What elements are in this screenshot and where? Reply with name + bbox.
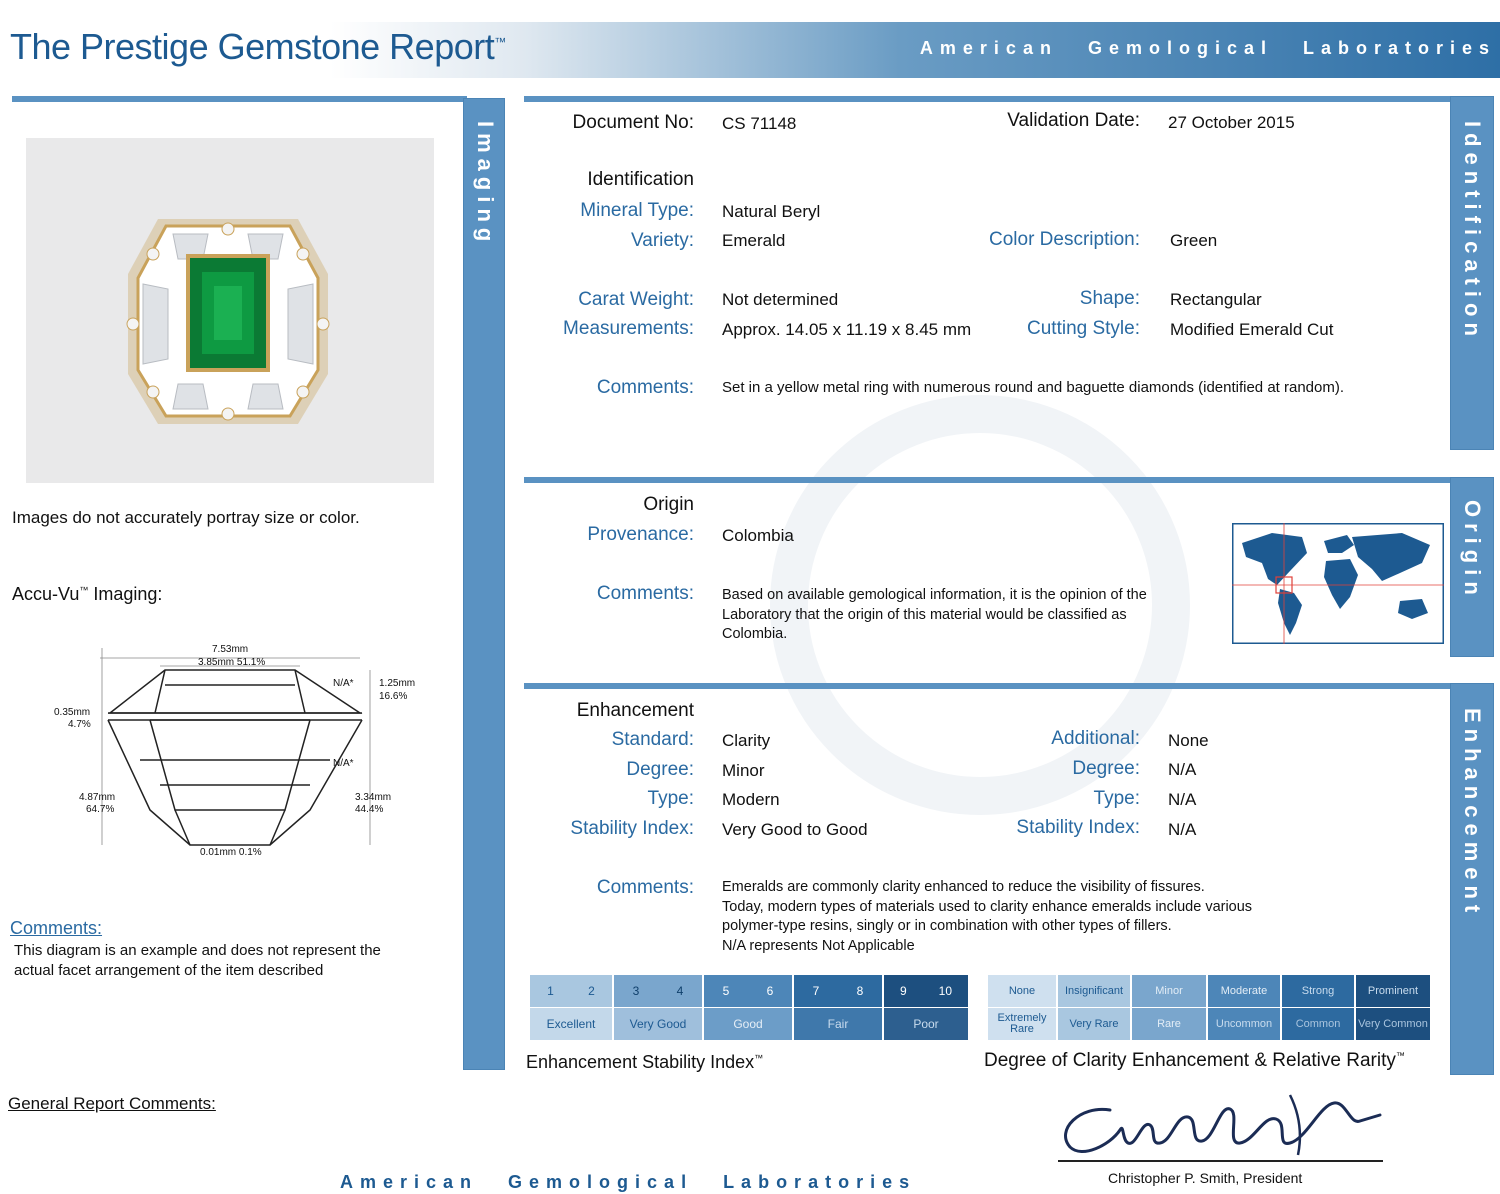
additional-value: None: [1168, 731, 1209, 750]
origin-top-bar: [524, 477, 1454, 483]
enhancement-comments-line4: N/A represents Not Applicable: [722, 937, 915, 954]
diagram-na-top: N/A*: [333, 678, 354, 689]
additional-type-label: Type:: [1093, 788, 1140, 809]
degree-value: Minor: [722, 761, 765, 780]
origin-tab: [1450, 477, 1494, 657]
diagram-girdle: 0.35mm: [54, 707, 91, 718]
clarity-degree-moderate: Moderate: [1208, 975, 1280, 1007]
origin-comments-line2: Laboratory that the origin of this material would be classified as: [722, 606, 1127, 623]
diagram-pavilion: 3.34mm: [355, 792, 392, 803]
accu-vu-mark: ™: [79, 585, 89, 595]
stability-grade-poor: Poor: [884, 1008, 968, 1040]
stability-grade-very-good: Very Good: [614, 1008, 702, 1040]
trademark-mark: ™: [494, 35, 506, 49]
header-lab-name: American Gemological Laboratories: [919, 38, 1496, 58]
enhancement-comments-line3: polymer-type resins, singly or in combination with other types of fillers.: [722, 918, 1172, 934]
variety-value: Emerald: [722, 231, 786, 250]
rarity-common: Common: [1282, 1008, 1354, 1040]
type-value: Modern: [722, 790, 780, 809]
signature-image: [1050, 1085, 1390, 1165]
stability-number: 1: [547, 984, 554, 998]
rarity-very-rare: Very Rare: [1058, 1008, 1130, 1040]
stability-caption-text: Enhancement Stability Index: [526, 1052, 755, 1072]
identification-comments-value: Set in a yellow metal ring with numerous round and baguette diamonds (identified at random).: [722, 379, 1345, 396]
enhancement-comments-line2: Today, modern types of materials used to clarity enhance emeralds include various: [722, 898, 1253, 915]
stability-number: 10: [938, 984, 952, 998]
additional-degree-label: Degree:: [1072, 758, 1140, 779]
stability-cell-3-4: [614, 975, 702, 1007]
additional-stability-label: Stability Index:: [1016, 817, 1140, 838]
diagram-culet: 0.01mm 0.1%: [200, 847, 262, 858]
identification-top-bar: [524, 96, 1454, 102]
stability-grade-good: Good: [704, 1008, 792, 1040]
clarity-degree-strong: Strong: [1282, 975, 1354, 1007]
signatory-name: Christopher P. Smith, President: [1108, 1170, 1303, 1186]
carat-weight-label: Carat Weight:: [578, 289, 694, 310]
enhancement-comments: [722, 878, 1252, 956]
cutting-style-label: Cutting Style:: [1027, 318, 1140, 339]
shape-value: Rectangular: [1170, 290, 1262, 309]
additional-label: Additional:: [1051, 728, 1140, 749]
clarity-scale-caption: [984, 1050, 1405, 1072]
origin-comments: [722, 586, 1147, 645]
stability-cell-7-8: [794, 975, 882, 1007]
report-title-text: The Prestige Gemstone Report: [10, 26, 495, 67]
diagram-total-depth: 4.87mm: [79, 792, 116, 803]
carat-weight-value: Not determined: [722, 290, 839, 309]
identification-tab-label: Identification: [1460, 121, 1485, 342]
rarity-rare: Rare: [1132, 1008, 1206, 1040]
enhancement-tab-label: Enhancement: [1460, 708, 1485, 919]
imaging-tab-label: Imaging: [473, 121, 498, 248]
stability-cell-1-2: [530, 975, 612, 1007]
origin-heading: Origin: [643, 494, 694, 515]
identification-tab: [1450, 96, 1494, 450]
general-report-comments: General Report Comments:: [8, 1094, 216, 1113]
clarity-caption-text: Degree of Clarity Enhancement & Relative Rarity: [984, 1050, 1396, 1071]
standard-label: Standard:: [611, 729, 694, 750]
additional-type-value: N/A: [1168, 790, 1197, 809]
origin-comments-label: Comments:: [596, 583, 694, 604]
stability-index-value: Very Good to Good: [722, 820, 868, 839]
diagram-width: 7.53mm: [212, 644, 249, 655]
stability-number: 6: [766, 984, 774, 998]
clarity-degree-none: None: [988, 975, 1056, 1007]
standard-value: Clarity: [722, 731, 771, 750]
provenance-label: Provenance:: [587, 524, 694, 545]
enhancement-heading: Enhancement: [576, 700, 694, 721]
validation-value: 27 October 2015: [1168, 113, 1295, 132]
enhancement-tab: [1450, 683, 1494, 1075]
mineral-type-value: Natural Beryl: [722, 202, 821, 221]
world-map: [1232, 523, 1444, 644]
stability-caption-mark: ™: [754, 1053, 764, 1063]
additional-stability-value: N/A: [1168, 820, 1197, 839]
signature-line: [1058, 1160, 1383, 1162]
stability-grade-fair: Fair: [794, 1008, 882, 1040]
stability-cell-9-10: [884, 975, 968, 1007]
rarity-extremely-rare: Extremely Rare: [988, 1008, 1056, 1040]
stability-scale-caption: [526, 1052, 763, 1073]
stability-grade-excellent: Excellent: [530, 1008, 612, 1040]
mineral-type-label: Mineral Type:: [580, 200, 694, 221]
diagram-comments-line2: actual facet arrangement of the item described: [14, 962, 324, 979]
identification-comments-label: Comments:: [596, 377, 694, 398]
stability-number: 9: [899, 984, 907, 998]
diagram-total-pct: 64.7%: [86, 804, 115, 815]
diagram-table: 3.85mm 51.1%: [198, 657, 266, 668]
accu-vu-suffix: Imaging:: [88, 584, 163, 604]
clarity-caption-mark: ™: [1395, 1050, 1405, 1061]
cutting-style-value: Modified Emerald Cut: [1170, 320, 1334, 339]
rarity-uncommon: Uncommon: [1208, 1008, 1280, 1040]
additional-degree-value: N/A: [1168, 760, 1197, 779]
report-header: [0, 22, 1500, 78]
rarity-very-common: Very Common: [1356, 1008, 1430, 1040]
stability-number: 8: [856, 984, 864, 998]
diagram-na-mid: N/A*: [333, 758, 354, 769]
gemstone-photo: [26, 138, 434, 483]
image-disclaimer: Images do not accurately portray size or color.: [12, 508, 360, 527]
color-description-label: Color Description:: [989, 229, 1140, 250]
diagram-comments-line1: This diagram is an example and does not represent the: [14, 942, 381, 959]
report-title: [10, 26, 506, 68]
measurements-value: Approx. 14.05 x 11.19 x 8.45 mm: [722, 320, 972, 339]
footer-lab-name: American Gemological Laboratories: [340, 1172, 917, 1192]
stability-number: 7: [812, 984, 820, 998]
identification-heading: Identification: [587, 169, 694, 190]
origin-tab-label: Origin: [1460, 500, 1485, 601]
color-description-value: Green: [1170, 231, 1218, 250]
origin-comments-line1: Based on available gemological information, it is the opinion of the: [722, 587, 1147, 603]
accu-vu-label: Accu-Vu: [12, 584, 80, 604]
diagram-girdle-pct: 4.7%: [68, 719, 91, 730]
stability-number: 4: [676, 984, 684, 998]
diagram-pavilion-pct: 44.4%: [355, 804, 384, 815]
stability-number: 2: [588, 984, 595, 998]
validation-label: Validation Date:: [1007, 110, 1140, 131]
stability-number: 3: [632, 984, 640, 998]
diagram-comments-label: Comments:: [10, 918, 103, 938]
clarity-degree-minor: Minor: [1132, 975, 1206, 1007]
diagram-crown-height: 1.25mm: [379, 678, 416, 689]
stability-number: 5: [722, 984, 730, 998]
degree-label: Degree:: [626, 759, 694, 780]
enhancement-comments-line1: Emeralds are commonly clarity enhanced to reduce the visibility of fissures.: [722, 879, 1205, 895]
accu-vu-heading: [12, 584, 162, 605]
diagram-crown-pct: 16.6%: [379, 691, 408, 702]
enhancement-comments-label: Comments:: [596, 877, 694, 898]
facet-diagram: [40, 640, 440, 865]
enhancement-top-bar: [524, 683, 1454, 689]
variety-label: Variety:: [630, 230, 694, 251]
type-label: Type:: [647, 788, 694, 809]
stability-index-label: Stability Index:: [570, 818, 694, 839]
stability-cell-5-6: [704, 975, 792, 1007]
ring-image: [26, 138, 434, 483]
clarity-degree-insignificant: Insignificant: [1058, 975, 1130, 1007]
document-value: CS 71148: [722, 114, 797, 133]
imaging-tab: [463, 98, 505, 1070]
clarity-degree-prominent: Prominent: [1356, 975, 1430, 1007]
shape-label: Shape:: [1079, 288, 1140, 309]
provenance-value: Colombia: [722, 526, 794, 545]
document-label: Document No:: [572, 112, 694, 133]
imaging-top-bar: [12, 96, 467, 102]
measurements-label: Measurements:: [563, 318, 694, 339]
origin-comments-line3: Colombia.: [722, 626, 788, 642]
